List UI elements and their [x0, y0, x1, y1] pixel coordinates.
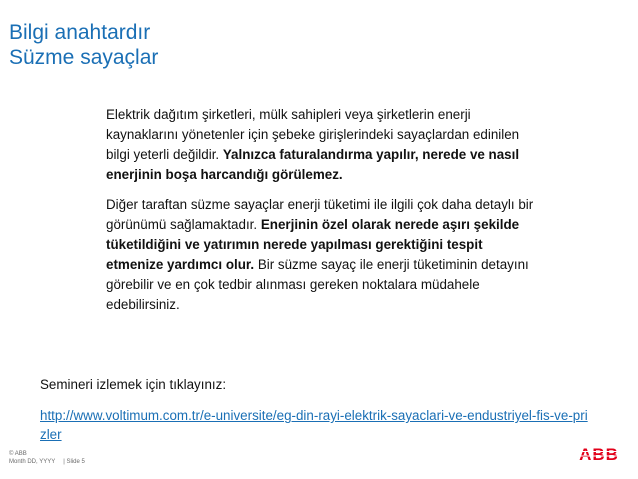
- paragraph-1-text: Elektrik dağıtım şirketleri, mülk sahipleri veya şirketlerin enerji kaynaklarını yönetenler için şebeke girişlerindeki sayaçlardan edinilen bilgi yeterli değildir.: [106, 107, 520, 162]
- footer-copyright: © ABB: [9, 451, 27, 457]
- paragraph-2: [106, 195, 536, 315]
- seminar-cta-text: Semineri izlemek için tıklayınız:: [40, 377, 227, 392]
- paragraph-1: [106, 105, 536, 185]
- slide-footer: [9, 450, 85, 466]
- abb-logo-icon: [578, 446, 620, 462]
- title-line-2: Süzme sayaçlar: [9, 46, 159, 69]
- paragraph-1-bold: Yalnızca faturalandırma yapılır, nerede ve nasıl enerjinin boşa harcandığı görülemez.: [106, 147, 520, 182]
- paragraph-2-text-start: Diğer taraftan süzme sayaçlar enerji tüketimi ile ilgili çok daha detaylı bir görünümü sağlamaktadır.: [106, 197, 534, 232]
- footer-slide-number: | Slide 5: [63, 459, 85, 465]
- paragraph-2-text-end: Bir süzme sayaç ile enerji tüketiminin detayını görebilir ve en çok tedbir alınması gereken noktalara müdahele edebilirsiniz.: [106, 257, 529, 312]
- abb-logo-text: ABB: [579, 446, 619, 462]
- footer-date-slide: [9, 458, 85, 466]
- title-line-1: Bilgi anahtardır: [9, 21, 151, 44]
- slide-body: [106, 105, 536, 325]
- footer-date: Month DD, YYYY: [9, 459, 56, 465]
- seminar-link[interactable]: http://www.voltimum.com.tr/e-universite/eg-din-rayi-elektrik-sayaclari-ve-endustriyel-fis-ve-prizler: [40, 408, 588, 442]
- slide-title: [9, 20, 158, 70]
- paragraph-2-bold: Enerjinin özel olarak nerede aşırı şekilde tüketildiğini ve yatırımın nerede yapılması gerektiğini tespit etmenize yardımcı olur.: [106, 217, 520, 272]
